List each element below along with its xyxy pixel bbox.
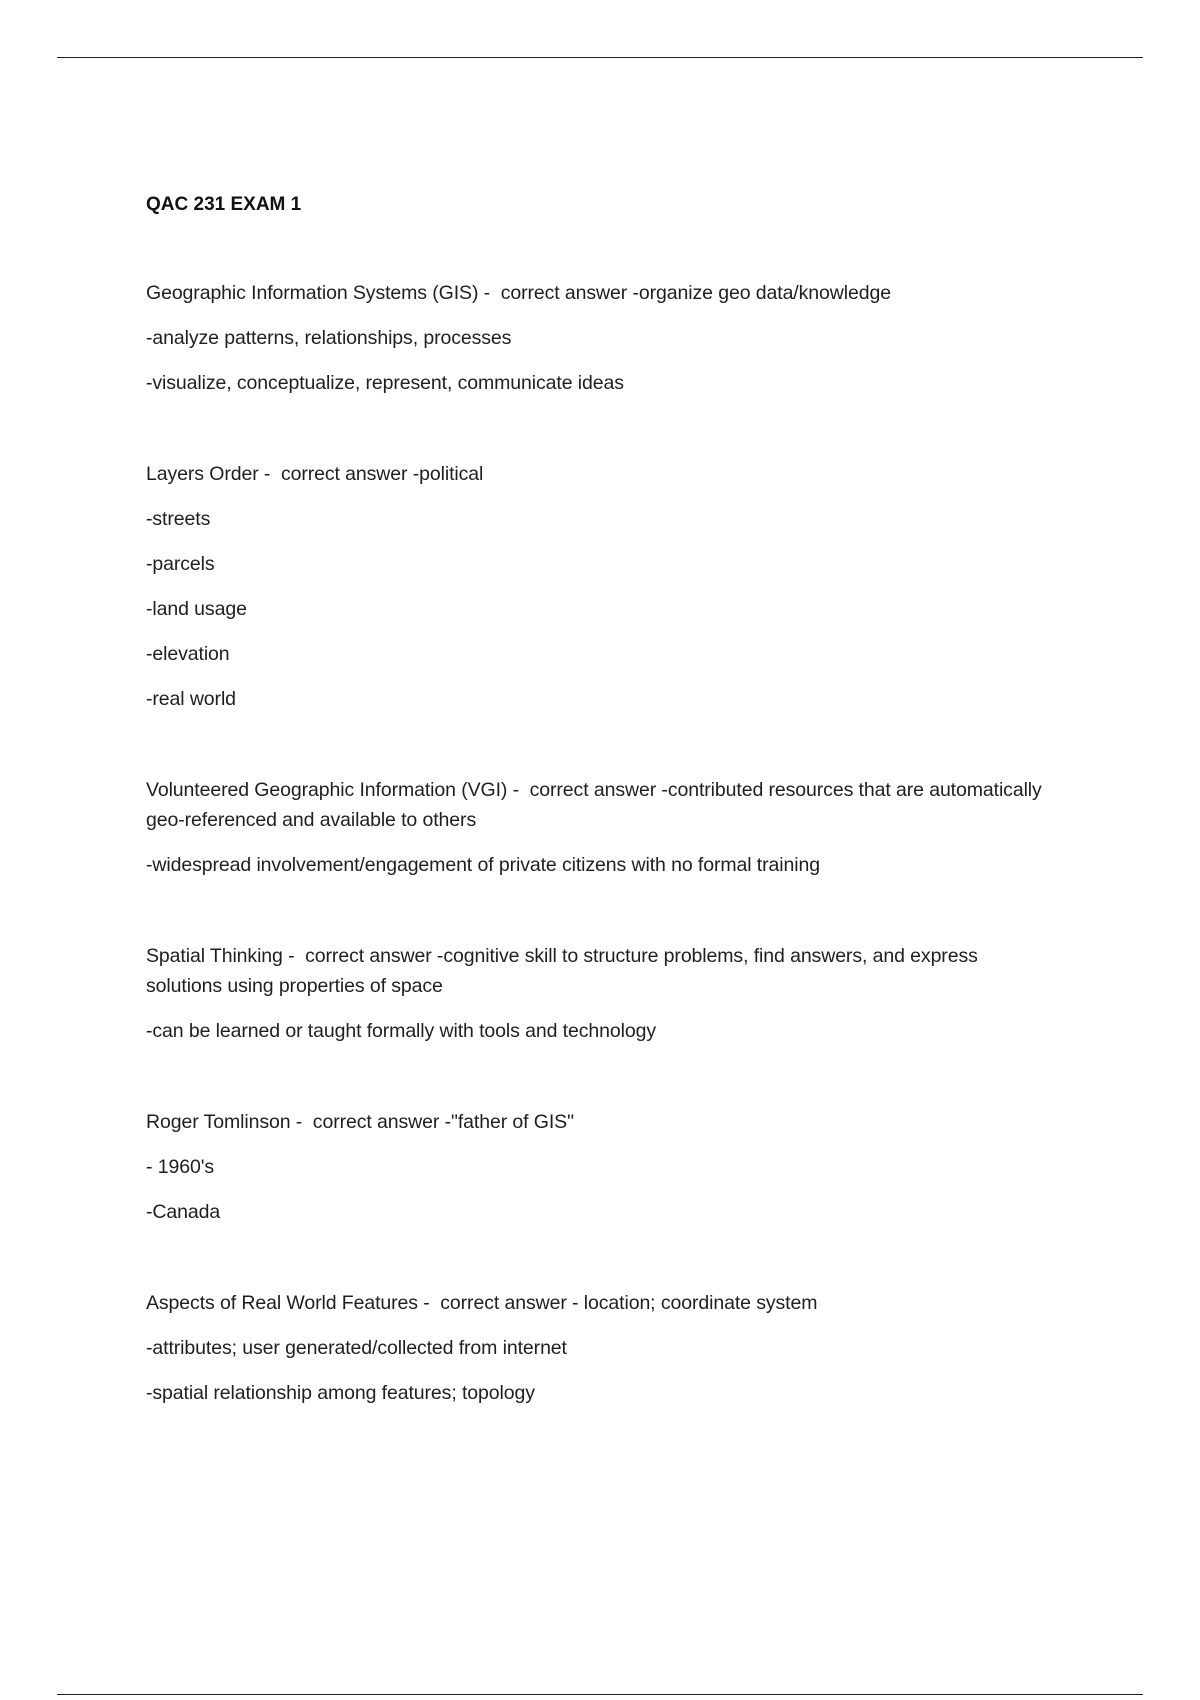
- qa-answer-line: -real world: [146, 688, 236, 710]
- qa-question-line: Aspects of Real World Features - correct answer - location; coordinate system: [146, 1292, 818, 1314]
- qa-answer-line: -widespread involvement/engagement of private citizens with no formal training: [146, 854, 820, 876]
- bottom-rule: [57, 1694, 1143, 1695]
- qa-answer-line: -analyze patterns, relationships, processes: [146, 327, 512, 349]
- qa-entry-layers-order: [146, 459, 1046, 714]
- qa-question-line: Layers Order - correct answer -political: [146, 463, 484, 485]
- qa-answer-line: -parcels: [146, 553, 215, 575]
- qa-answer-line: -attributes; user generated/collected from internet: [146, 1337, 567, 1359]
- qa-entry-gis: [146, 278, 1046, 398]
- qa-entry-real-world-features: [146, 1288, 1046, 1408]
- qa-answer-line: -Canada: [146, 1201, 221, 1223]
- qa-answer-line: -spatial relationship among features; topology: [146, 1382, 535, 1404]
- qa-question-line: Geographic Information Systems (GIS) - correct answer -organize geo data/knowledge: [146, 282, 891, 304]
- document-title: QAC 231 EXAM 1: [146, 194, 302, 215]
- document-body: [146, 190, 1046, 1469]
- qa-entry-spatial-thinking: [146, 941, 1046, 1046]
- qa-answer-line: -land usage: [146, 598, 247, 620]
- qa-answer-line: -visualize, conceptualize, represent, communicate ideas: [146, 372, 624, 394]
- qa-question-line: Spatial Thinking - correct answer -cognitive skill to structure problems, find answers, and express solutions using properties of space: [146, 945, 984, 997]
- qa-answer-line: -streets: [146, 508, 211, 530]
- qa-question-line: Roger Tomlinson - correct answer -"father of GIS": [146, 1111, 574, 1133]
- qa-answer-line: - 1960's: [146, 1156, 214, 1178]
- qa-entry-vgi: [146, 775, 1046, 880]
- qa-entry-roger-tomlinson: [146, 1107, 1046, 1227]
- qa-answer-line: -elevation: [146, 643, 230, 665]
- top-rule: [57, 57, 1143, 58]
- qa-question-line: Volunteered Geographic Information (VGI) - correct answer -contributed resources that are automatically geo-referenced and available to others: [146, 779, 1048, 831]
- qa-answer-line: -can be learned or taught formally with tools and technology: [146, 1020, 656, 1042]
